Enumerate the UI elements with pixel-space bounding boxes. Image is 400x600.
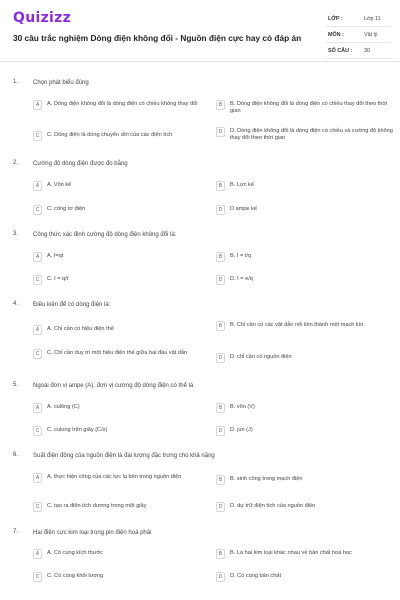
option-letter: D xyxy=(216,205,225,215)
option-letter: C xyxy=(33,572,42,582)
question-number: 4. xyxy=(13,301,19,307)
option-letter: B xyxy=(216,475,225,485)
option-letter: C xyxy=(33,205,42,215)
option-letter: C xyxy=(33,275,42,285)
option-text: A. Chỉ cần có hiệu điện thế xyxy=(47,326,114,332)
meta-grade xyxy=(326,15,390,27)
option-text: A. Dòng điện không đổi là dòng điện có chiều không thay đổi xyxy=(47,101,198,107)
question-number: 2. xyxy=(13,160,19,166)
option-text: A. culông (C) xyxy=(47,404,80,410)
question-text: Điều kiện để có dòng điện là: xyxy=(33,302,111,308)
option-text: D. dự trữ điện tích của nguồn điện xyxy=(230,503,316,509)
option-text: B. vôn (V) xyxy=(230,404,255,410)
quizizz-logo: Quizizz xyxy=(13,10,72,26)
question-number: 7. xyxy=(13,529,19,535)
option-text: C. Dòng điện là dòng chuyển dời của các điện tích xyxy=(47,132,173,138)
meta-count-value: 30 xyxy=(364,48,370,54)
question-text: Cường độ dòng điện được đo bằng xyxy=(33,161,128,167)
meta-grade-label: LỚP : xyxy=(328,16,343,22)
meta-subject-label: MÔN : xyxy=(328,32,344,38)
option-text: C. I = q/t xyxy=(47,276,69,282)
meta-subject xyxy=(326,31,390,43)
question-text: Chọn phát biểu đúng xyxy=(33,80,89,86)
question-text: Suất điện động của nguồn điện là đại lượng đặc trưng cho khả năng xyxy=(33,453,215,459)
option-letter: A xyxy=(33,549,42,559)
option-letter: A xyxy=(33,473,42,483)
option-text: C. Có cùng khối lượng xyxy=(47,573,104,579)
meta-grade-value: Lớp 11 xyxy=(364,16,381,22)
question-number: 1. xyxy=(13,79,19,85)
option-text: A. Vôn kế xyxy=(47,182,72,188)
option-text: D. I = e/q xyxy=(230,276,253,282)
option-text: A. thực hiện công của các lực lạ bên trong nguồn điện xyxy=(47,474,182,480)
option-letter: D xyxy=(216,426,225,436)
option-letter: B xyxy=(216,252,225,262)
question-number: 5. xyxy=(13,382,19,388)
option-text: D. chỉ cần có nguồn điện xyxy=(230,354,292,360)
option-text: C. culong trên giây (C/s) xyxy=(47,427,108,433)
option-letter: D xyxy=(216,275,225,285)
option-text: C. Chỉ cần duy trì một hiệu điện thế giữa hai đầu vật dẫn xyxy=(47,350,188,356)
question-text: Ngoài đơn vị ampe (A), đơn vị cường độ dòng điện có thể là xyxy=(33,383,194,389)
option-text: B. I = t/q xyxy=(230,253,251,259)
meta-question-count xyxy=(326,47,390,59)
question-number: 6. xyxy=(13,452,19,458)
option-text: B. Chỉ cần có các vật dẫn nối liền thành một mạch kín. xyxy=(230,322,365,328)
option-letter: A xyxy=(33,252,42,262)
option-text: D ampe kế xyxy=(230,206,258,212)
option-text: A. I=qt xyxy=(47,253,64,259)
option-letter: C xyxy=(33,426,42,436)
option-text: B. Dòng điện không đổi là dòng điện có chiều thay đổi theo thời gian xyxy=(230,101,388,114)
option-letter: C xyxy=(33,131,42,141)
meta-subject-value: Vật lý xyxy=(364,32,378,38)
option-letter: C xyxy=(33,502,42,512)
question-text: Hai điện cực kim loại trong pin điện hoá phải xyxy=(33,530,152,536)
option-text: B. Là hai kim loại khác nhau về bản chất hoá học xyxy=(230,550,352,556)
option-text: C. tạo ra điện tích dương trong một giây xyxy=(47,503,147,509)
option-letter: A xyxy=(33,325,42,335)
meta-count-label: SỐ CÂU : xyxy=(328,48,353,54)
page-title: 30 câu trắc nghiệm Dòng điện không đổi - Nguồn điện cực hay có đáp án xyxy=(13,33,302,43)
question-text: Công thức xác định cường độ dòng điện không đổi là: xyxy=(33,232,177,238)
option-text: D. Có cùng bản chất xyxy=(230,573,281,579)
option-text: C. công tơ điện xyxy=(47,206,86,212)
option-letter: A xyxy=(33,100,42,110)
option-text: B. sinh công trong mạch điện xyxy=(230,476,303,482)
option-letter: B xyxy=(216,549,225,559)
option-letter: D xyxy=(216,353,225,363)
question-number: 3. xyxy=(13,231,19,237)
option-text: D. jun (J) xyxy=(230,427,253,433)
option-letter: B xyxy=(216,403,225,413)
page-header xyxy=(0,0,400,62)
option-letter: D xyxy=(216,572,225,582)
option-letter: A xyxy=(33,403,42,413)
option-letter: C xyxy=(33,349,42,359)
option-letter: D xyxy=(216,502,225,512)
option-letter: D xyxy=(216,127,225,137)
option-letter: B xyxy=(216,181,225,191)
option-text: A. Có cùng kích thước xyxy=(47,550,103,556)
option-letter: B xyxy=(216,100,225,110)
option-letter: A xyxy=(33,181,42,191)
option-text: D. Dòng điện không đổi là dòng điện có chiều và cường độ không thay đổi theo thời gian xyxy=(230,128,393,141)
option-text: B. Lực kế xyxy=(230,182,254,188)
option-letter: B xyxy=(216,321,225,331)
